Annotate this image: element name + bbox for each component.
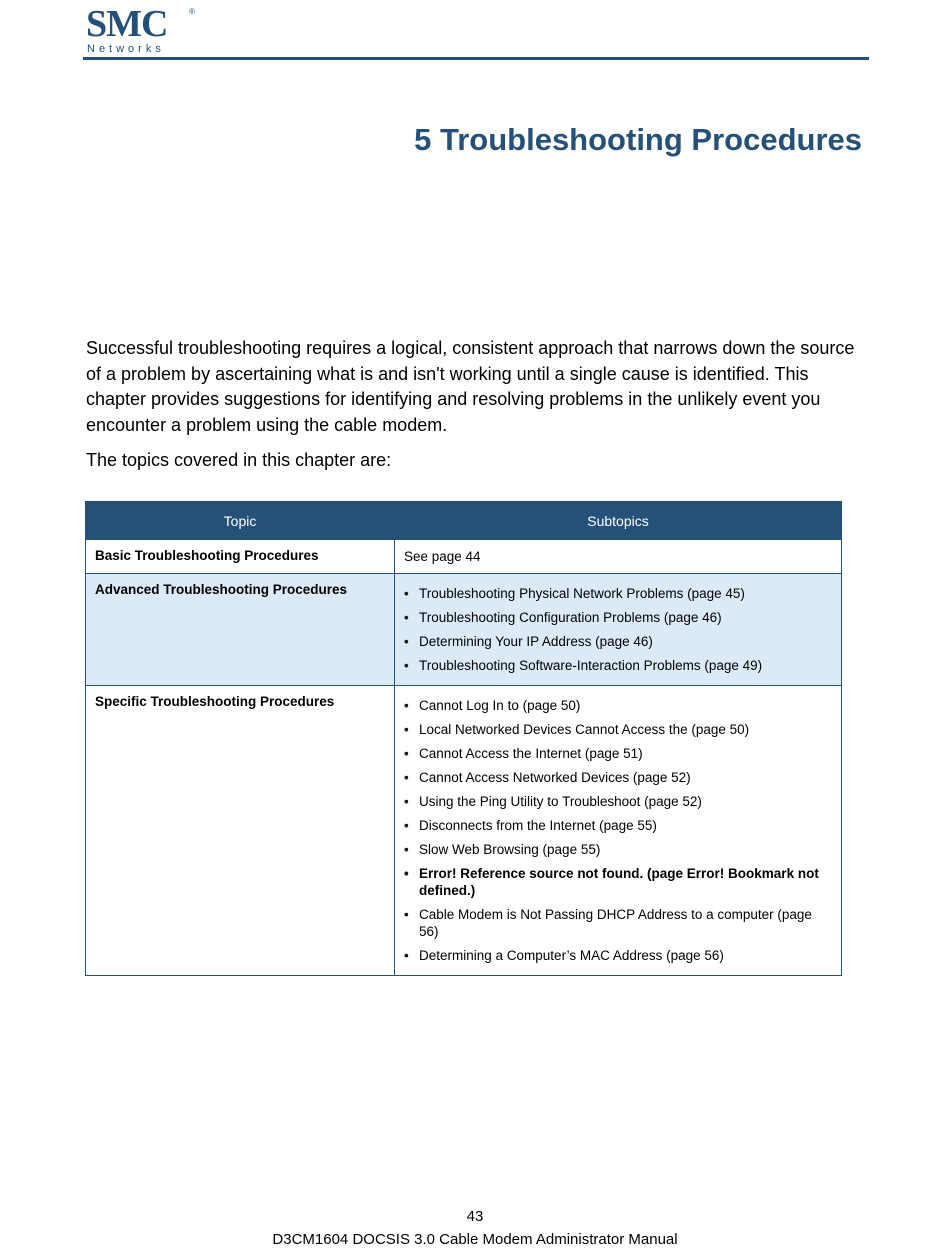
topic-cell: Specific Troubleshooting Procedures (86, 686, 395, 976)
subtopic-item: • Cannot Log In to (page 50) (404, 697, 832, 714)
subtopic-item: • Cannot Access Networked Devices (page 52) (404, 769, 832, 786)
table-header-row (86, 502, 842, 540)
header-topic: Topic (86, 502, 395, 540)
topic-cell: Basic Troubleshooting Procedures (86, 540, 395, 574)
smc-networks-logo (86, 4, 198, 56)
topics-table (85, 501, 842, 976)
logo-subtext: Networks (87, 43, 165, 55)
subtopic-item: • Slow Web Browsing (page 55) (404, 841, 832, 858)
subtopic-list (404, 697, 832, 964)
intro-paragraph: Successful troubleshooting requires a logical, consistent approach that narrows down the source of a problem by ascertaining what is and isn't working until a single cause is identified. This chapter provides suggestions for identifying and resolving problems in the unlikely event you encounter a problem using the cable modem. (86, 338, 855, 435)
subtopic-item: • Troubleshooting Software-Interaction Problems (page 49) (404, 657, 832, 674)
subtopic-cell (395, 574, 842, 686)
subtopic-item: • Cannot Access the Internet (page 51) (404, 745, 832, 762)
table-row (86, 574, 842, 686)
subtopic-item: • Troubleshooting Physical Network Problems (page 45) (404, 585, 832, 602)
page-number: 43 (466, 1208, 484, 1225)
subtopic-item: • Cable Modem is Not Passing DHCP Address to a computer (page 56) (404, 906, 832, 940)
logo-wordmark: SMC (86, 3, 168, 45)
chapter-title: 5 Troubleshooting Procedures (414, 122, 862, 157)
subtopic-item: • Determining Your IP Address (page 46) (404, 633, 832, 650)
table-row (86, 686, 842, 976)
subtopic-cell (395, 686, 842, 976)
subtopic-item: • Determining a Computer’s MAC Address (page 56) (404, 947, 832, 964)
subtopic-list (404, 585, 832, 674)
subtopic-item: • Using the Ping Utility to Troubleshoot (page 52) (404, 793, 832, 810)
subtopic-cell: See page 44 (395, 540, 842, 574)
header-subtopics: Subtopics (395, 502, 842, 540)
topics-intro: The topics covered in this chapter are: (86, 450, 392, 470)
footer-manual-title: D3CM1604 DOCSIS 3.0 Cable Modem Administrator Manual (272, 1231, 678, 1248)
subtopic-item: • Disconnects from the Internet (page 55) (404, 817, 832, 834)
subtopic-item: • Error! Reference source not found. (page Error! Bookmark not defined.) (404, 865, 832, 899)
header-rule (83, 57, 869, 60)
logo-registered-mark: ® (189, 7, 195, 16)
table-row (86, 540, 842, 574)
subtopic-item: • Troubleshooting Configuration Problems (page 46) (404, 609, 832, 626)
topic-cell: Advanced Troubleshooting Procedures (86, 574, 395, 686)
subtopic-item: • Local Networked Devices Cannot Access the (page 50) (404, 721, 832, 738)
